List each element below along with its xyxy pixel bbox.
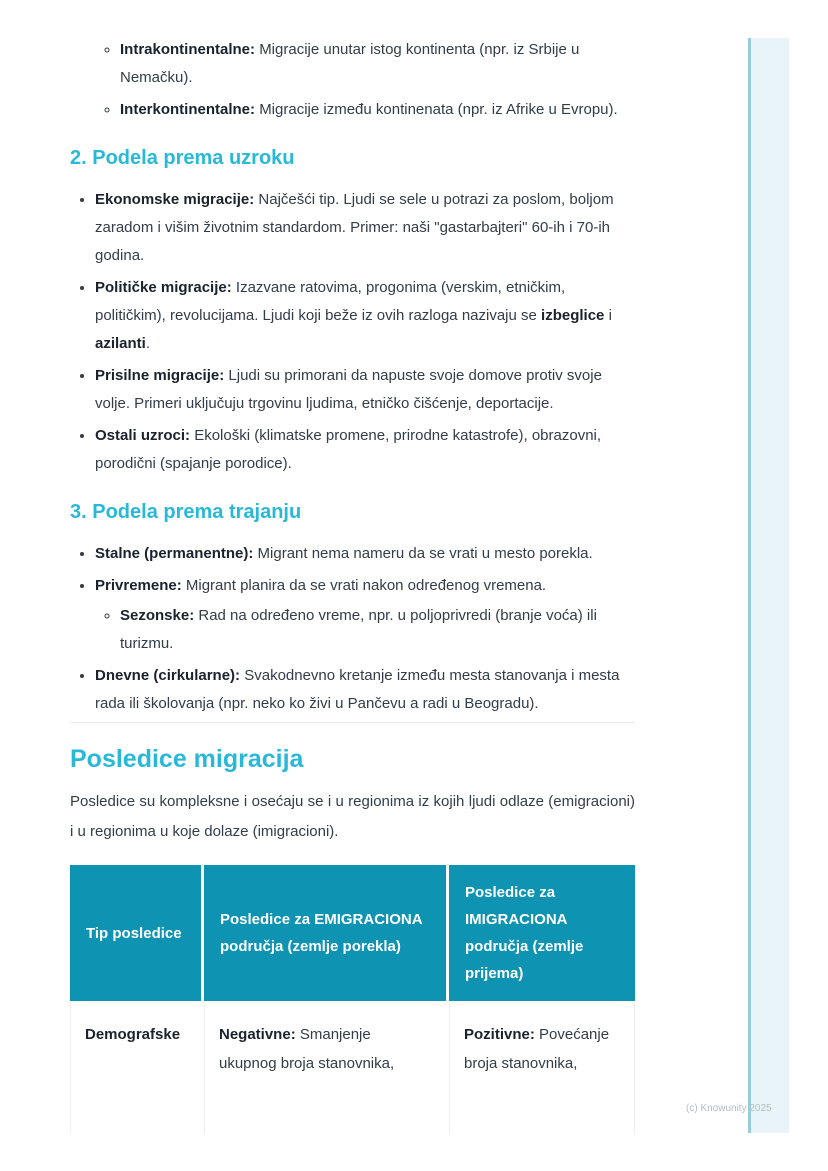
consequences-table — [70, 865, 635, 1134]
list-item — [120, 36, 635, 92]
header-cell-type: Tip posledice — [70, 865, 201, 1001]
term-text: Migracije unutar istog kontinenta (npr. iz Srbije u Nemačku). — [120, 41, 580, 86]
term-text: . — [145, 335, 151, 352]
term-label: Političke migracije: — [95, 279, 232, 296]
bold-term: izbeglice — [541, 307, 605, 324]
term-text: Migrant planira da se vrati nakon određenog vremena. — [185, 577, 547, 594]
duration-list — [70, 540, 635, 718]
cause-list — [70, 186, 635, 478]
term-text: Povećanje broja stanovnika, — [464, 1026, 610, 1072]
consequences-intro-paragraph: Posledice su kompleksne i osećaju se i u regionima iz kojih ljudi odlaze (emigracioni) i u regionima u koje dolaze (imigracioni). — [70, 793, 635, 840]
term-label: Interkontinentalne: — [120, 101, 256, 118]
row-type-label: Demografske — [85, 1026, 181, 1043]
page-edge-rail — [748, 38, 789, 1133]
list-item — [95, 422, 635, 478]
term-label: Sezonske: — [120, 607, 195, 624]
list-item — [120, 96, 635, 124]
heading-cause: 2. Podela prema uzroku — [70, 147, 295, 169]
table-row-emigration-cell — [204, 1004, 446, 1134]
term-text: Migracije između kontinenata (npr. iz Afrike u Evropu). — [259, 101, 618, 118]
term-text: Ekološki (klimatske promene, prirodne katastrofe), obrazovni, porodični (spajanje porodice). — [95, 427, 602, 472]
term-text: Svakodnevno kretanje između mesta stanovanja i mesta rada ili školovanja (npr. neko ko živi u Pančevu a radi u Beogradu). — [95, 667, 620, 712]
seasonal-sublist — [95, 602, 635, 658]
list-item — [95, 186, 635, 270]
term-label: Pozitivne: — [464, 1026, 535, 1043]
section-divider — [70, 722, 635, 723]
term-label: Intrakontinentalne: — [120, 41, 256, 58]
term-label: Stalne (permanentne): — [95, 545, 254, 562]
table-row-immigration-cell — [449, 1004, 635, 1134]
heading-duration: 3. Podela prema trajanju — [70, 501, 302, 523]
header-cell-emigration: Posledice za EMIGRACIONA područja (zemlje porekla) — [204, 865, 446, 1001]
term-text: Migrant nema nameru da se vrati u mesto porekla. — [257, 545, 593, 562]
list-item — [95, 274, 635, 358]
term-text: Rad na određeno vreme, npr. u poljoprivredi (branje voća) ili turizmu. — [120, 607, 597, 652]
migration-scope-sublist — [70, 36, 635, 124]
footer-credit: (c) Knowunity 2025 — [686, 1103, 772, 1114]
term-label: Negativne: — [219, 1026, 296, 1043]
term-label: Prisilne migracije: — [95, 367, 225, 384]
term-text: i — [608, 307, 612, 324]
header-cell-immigration: Posledice za IMIGRACIONA područja (zemlje prijema) — [449, 865, 635, 1001]
term-text: Najčešći tip. Ljudi se sele u potrazi za poslom, boljom zaradom i višim životnim standardom. Primer: naši "gastarbajteri" 60-ih i 70-ih godina. — [95, 191, 614, 264]
page-content — [70, 0, 635, 1134]
term-label: Ekonomske migracije: — [95, 191, 255, 208]
list-item — [120, 602, 635, 658]
list-item — [95, 540, 635, 568]
bold-term: azilanti — [95, 335, 146, 352]
list-item — [95, 362, 635, 418]
list-item — [95, 572, 635, 658]
term-label: Ostali uzroci: — [95, 427, 191, 444]
list-item — [95, 662, 635, 718]
term-text: Ljudi su primorani da napuste svoje domove protiv svoje volje. Primeri uključuju trgovinu ljudima, etničko čišćenje, deportacije. — [95, 367, 602, 412]
consequences-heading: Posledice migracija — [70, 745, 304, 773]
term-label: Privremene: — [95, 577, 182, 594]
term-label: Dnevne (cirkularne): — [95, 667, 241, 684]
table-row-type-cell — [70, 1004, 201, 1134]
term-text: Izazvane ratovima, progonima (verskim, etničkim, političkim), revolucijama. Ljudi koji beže iz ovih razloga nazivaju se — [95, 279, 566, 324]
term-text: Smanjenje ukupnog broja stanovnika, — [219, 1026, 395, 1072]
